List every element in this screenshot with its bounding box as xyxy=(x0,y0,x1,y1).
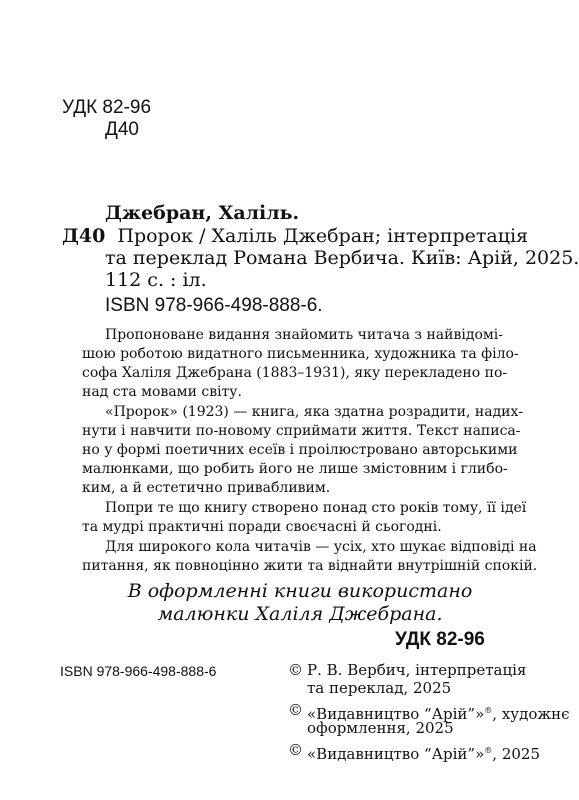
isbn-main: ISBN 978-966-498-888-6. xyxy=(105,295,323,316)
registered-mark: ® xyxy=(484,746,493,755)
annotation-line: питання, як повноцінно жити та віднайти внутрішній спокій. xyxy=(82,558,538,574)
catalog-entry-line-3: 112 с. : іл. xyxy=(105,269,207,291)
publisher-name: «Видавництво “Арій”» xyxy=(307,705,485,723)
copyright-symbol: © xyxy=(288,661,303,679)
author-heading: Джебран, Халіль. xyxy=(105,202,300,224)
design-note-line-2: малюнки Халіля Джебрана. xyxy=(157,603,443,625)
copyright-suffix: , художнє xyxy=(492,705,570,723)
annotation-line: Попри те що книгу створено понад сто років тому, її ідеї xyxy=(105,500,527,516)
annotation-line: Для широкого кола читачів — усіх, хто шукає відповіді на xyxy=(105,539,537,555)
copyright-symbol: © xyxy=(288,741,303,759)
catalog-entry-line-2: та переклад Романа Вербича. Київ: Арій, 2025. xyxy=(105,247,579,269)
annotation-line: шою роботою видатного письменника, художника та філо- xyxy=(82,346,519,362)
catalog-index: Д40 xyxy=(105,119,140,140)
copyright-suffix: , 2025 xyxy=(492,745,540,763)
annotation-line: малюнками, що робить його не лише змістовним і глибо- xyxy=(82,461,508,477)
copyright-line: оформлення, 2025 xyxy=(307,719,454,737)
annotation-line: софа Халіля Джебрана (1883–1931), яку перекладено по- xyxy=(82,365,508,381)
design-note-line-1: В оформленні книги використано xyxy=(127,580,473,602)
copyright-line xyxy=(307,742,540,763)
udk-code: УДК 82-96 xyxy=(62,97,152,118)
catalog-mark: Д40 xyxy=(62,225,106,247)
annotation-line: ким, а й естетично привабливим. xyxy=(82,480,331,496)
isbn-bottom: ISBN 978-966-498-888-6 xyxy=(60,663,217,679)
annotation-line: Пропоноване видання знайомить читача з найвідомі- xyxy=(105,327,503,343)
copyright-line: та переклад, 2025 xyxy=(307,679,452,697)
catalog-entry-line-1 xyxy=(62,225,529,247)
annotation-line: та мудрі практичні поради своєчасні й сьогодні. xyxy=(82,519,442,535)
registered-mark: ® xyxy=(484,706,493,715)
annotation-line: над ста мовами світу. xyxy=(82,384,242,400)
annotation-line: но у формі поетичних есеїв і проілюстровано авторськими xyxy=(82,442,518,458)
annotation-line: «Пророк» (1923) — книга, яка здатна розрадити, надих- xyxy=(105,404,524,420)
publisher-name: «Видавництво “Арій”» xyxy=(307,745,485,763)
udk-bottom: УДК 82-96 xyxy=(395,629,485,650)
copyright-line: Р. В. Вербич, інтерпретація xyxy=(307,661,527,679)
catalog-title: Пророк / Халіль Джебран; інтерпретація xyxy=(117,225,529,247)
copyright-symbol: © xyxy=(288,701,303,719)
annotation-line: нути і навчити по-новому сприймати життя. Текст написа- xyxy=(82,423,521,439)
